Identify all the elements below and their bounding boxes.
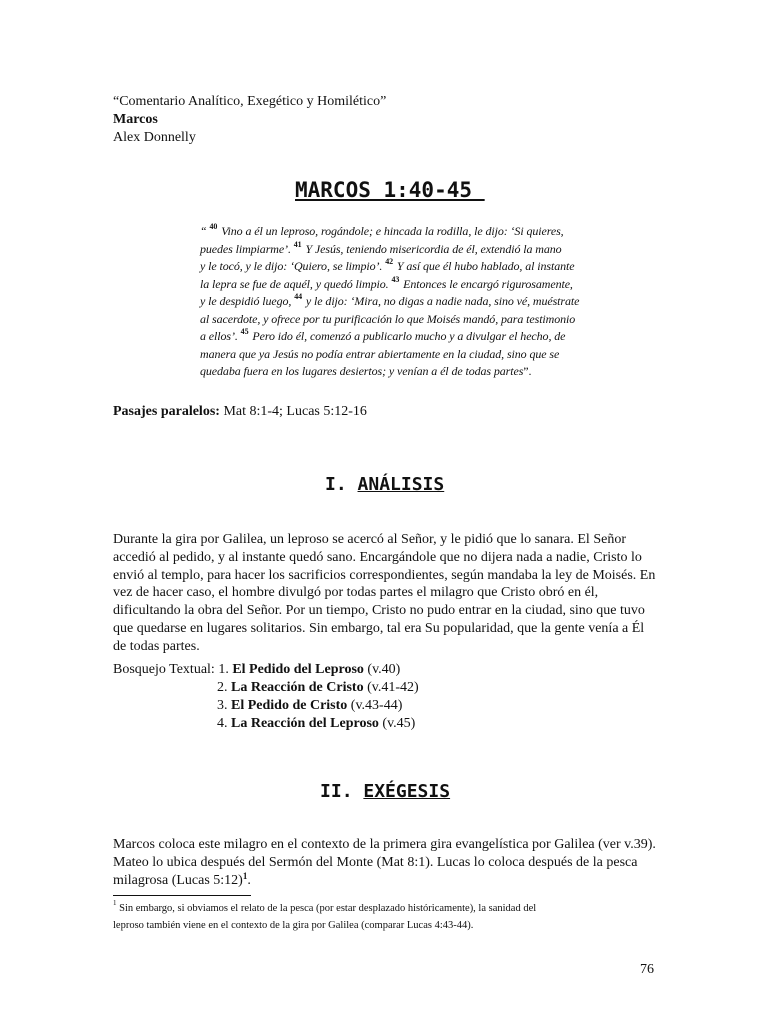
quote-text: la lepra se fue de aquél, y quedó limpio. (200, 276, 392, 291)
outline-number: 1. (218, 662, 233, 677)
footnote-reference: 1 (242, 870, 248, 881)
outline-item (113, 697, 419, 715)
verse-number: 44 (294, 292, 303, 301)
quote-line (200, 241, 620, 259)
outline-ref: (v.45) (378, 716, 416, 731)
verse-number: 41 (293, 239, 302, 249)
quote-text: Pero ido él, comenzó a publicarlo mucho y a divulgar el hecho, de (249, 329, 566, 343)
verse-number: 43 (391, 274, 400, 284)
paragraph-line (113, 836, 656, 854)
outline-number: 3. (217, 698, 231, 713)
analysis-paragraph (113, 531, 656, 656)
quote-line (200, 363, 620, 381)
verse-number: 45 (240, 327, 249, 336)
page-number: 76 (640, 962, 654, 977)
quote-text: Vino a él un leproso, rogándole; e hincada la rodilla, le dijo: ‘Si quieres, (218, 224, 564, 238)
paragraph-line (113, 854, 653, 872)
quote-line (200, 328, 620, 346)
outline-item (113, 679, 419, 697)
paragraph-line: de todas partes. (113, 638, 200, 654)
outline-ref: (v.41-42) (363, 680, 419, 695)
section-numeral: I (325, 474, 336, 495)
parallel-passages-value: Mat 8:1-4; Lucas 5:12-16 (219, 404, 367, 419)
outline-number: 2. (217, 680, 231, 695)
paragraph-text: Mateo lo ubica después del Sermón del Monte (Mat 8:1). Lucas lo coloca después de la pesca (113, 854, 638, 870)
quote-text: manera que ya Jesús no podía entrar abiertamente en la ciudad, sino que se (200, 346, 560, 361)
section-label: EXÉGESIS (363, 781, 451, 802)
scripture-quote (200, 223, 620, 381)
author-name: Alex Donnelly (113, 130, 196, 145)
section-heading-exegesis (320, 781, 450, 802)
quote-line (200, 223, 620, 241)
quote-line (200, 293, 620, 311)
quote-text: Y así que él hubo hablado, al instante (394, 259, 575, 273)
parallel-passages (113, 404, 367, 420)
quote-text: puedes limpiarme’. (200, 241, 294, 256)
quote-text: a ellos’. (200, 329, 241, 343)
verse-number: 42 (385, 257, 394, 266)
outline-title: La Reacción del Leproso (231, 716, 379, 731)
quote-text: y le despidió luego, (200, 294, 295, 308)
parallel-passages-label: Pasajes paralelos: (113, 404, 220, 419)
textual-outline (113, 661, 419, 733)
paragraph-text: milagrosa (Lucas 5:12) (113, 872, 243, 888)
outline-ref: (v.40) (363, 662, 401, 677)
outline-title: La Reacción de Cristo (231, 680, 364, 695)
paragraph-text: Marcos coloca este milagro en el contexto de la primera gira evangelística por Galilea (ver v.39). (113, 837, 656, 852)
section-numeral: II (320, 781, 342, 802)
section-dot: . (335, 474, 358, 495)
verse-number: 40 (209, 222, 218, 231)
outline-item (113, 715, 419, 733)
paragraph-line: accedió al pedido, y al instante quedó sano. Encargándole que no dijera nada a nadie, Cristo lo (113, 549, 642, 565)
footnote-line (113, 900, 633, 917)
outline-ref: (v.43-44) (347, 698, 403, 713)
paragraph-line: que quedarse en lugares solitarios. Sin embargo, tal era Su popularidad, que la gente venía a Él (113, 620, 645, 636)
quote-line (200, 258, 620, 276)
quote-text: Y Jesús, teniendo misericordia de él, extendió la mano (302, 241, 562, 256)
quote-text: Entonces le encargó rigurosamente, (400, 276, 573, 291)
quote-line (200, 346, 620, 364)
footnote-text: Sin embargo, si obviamos el relato de la pesca (por estar desplazado históricamente), la sanidad del (116, 903, 537, 914)
outline-label: Bosquejo Textual: (113, 662, 219, 677)
document-header (113, 93, 386, 147)
book-name: Marcos (113, 112, 158, 127)
footnote (113, 900, 633, 934)
footnote-divider (113, 895, 251, 896)
quote-text: y le dijo: ‘Mira, no digas a nadie nada, sino vé, muéstrate (303, 294, 580, 308)
paragraph-line: Durante la gira por Galilea, un leproso se acercó al Señor, y le pidió que lo sanara. El Señor (113, 532, 626, 547)
quote-text: al sacerdote, y ofrece por tu purificación lo que Moisés mandó, para testimonio (200, 311, 576, 326)
quote-close-mark: ”. (523, 364, 532, 378)
outline-title: El Pedido del Leproso (232, 662, 364, 677)
outline-title: El Pedido de Cristo (231, 698, 348, 713)
work-title: “Comentario Analítico, Exegético y Homilético” (113, 94, 387, 109)
paragraph-line: dificultando la obra del Señor. Por un tiempo, Cristo no pudo entrar en la ciudad, sino que tuvo (113, 603, 645, 619)
paragraph-line (113, 872, 653, 890)
section-label: ANÁLISIS (357, 474, 445, 495)
section-dot: . (341, 781, 364, 802)
exegesis-paragraph (113, 836, 656, 889)
quote-line (200, 276, 620, 294)
quote-text: y le tocó, y le dijo: ‘Quiero, se limpio’. (200, 259, 386, 273)
footnote-line (113, 917, 633, 934)
section-heading-analysis (325, 474, 444, 495)
footnote-marker: 1 (113, 899, 117, 907)
footnote-text: leproso también viene en el contexto de la gira por Galilea (comparar Lucas 4:43-44). (113, 920, 474, 931)
paragraph-line: envió al templo, para hacer los sacrificios correspondientes, según mandaba la ley de Moisés. En (113, 567, 656, 583)
quote-open-mark: “ (200, 224, 210, 238)
passage-title: MARCOS 1:40-45 (295, 178, 485, 202)
outline-item (113, 661, 419, 679)
paragraph-end: . (247, 872, 251, 888)
quote-text: quedaba fuera en los lugares desiertos; y venían a él de todas partes (200, 364, 524, 378)
outline-number: 4. (217, 716, 231, 731)
paragraph-line: vez de hacer caso, el hombre divulgó por todas partes el milagro que Cristo obró en él, (113, 585, 599, 601)
quote-line (200, 311, 620, 329)
